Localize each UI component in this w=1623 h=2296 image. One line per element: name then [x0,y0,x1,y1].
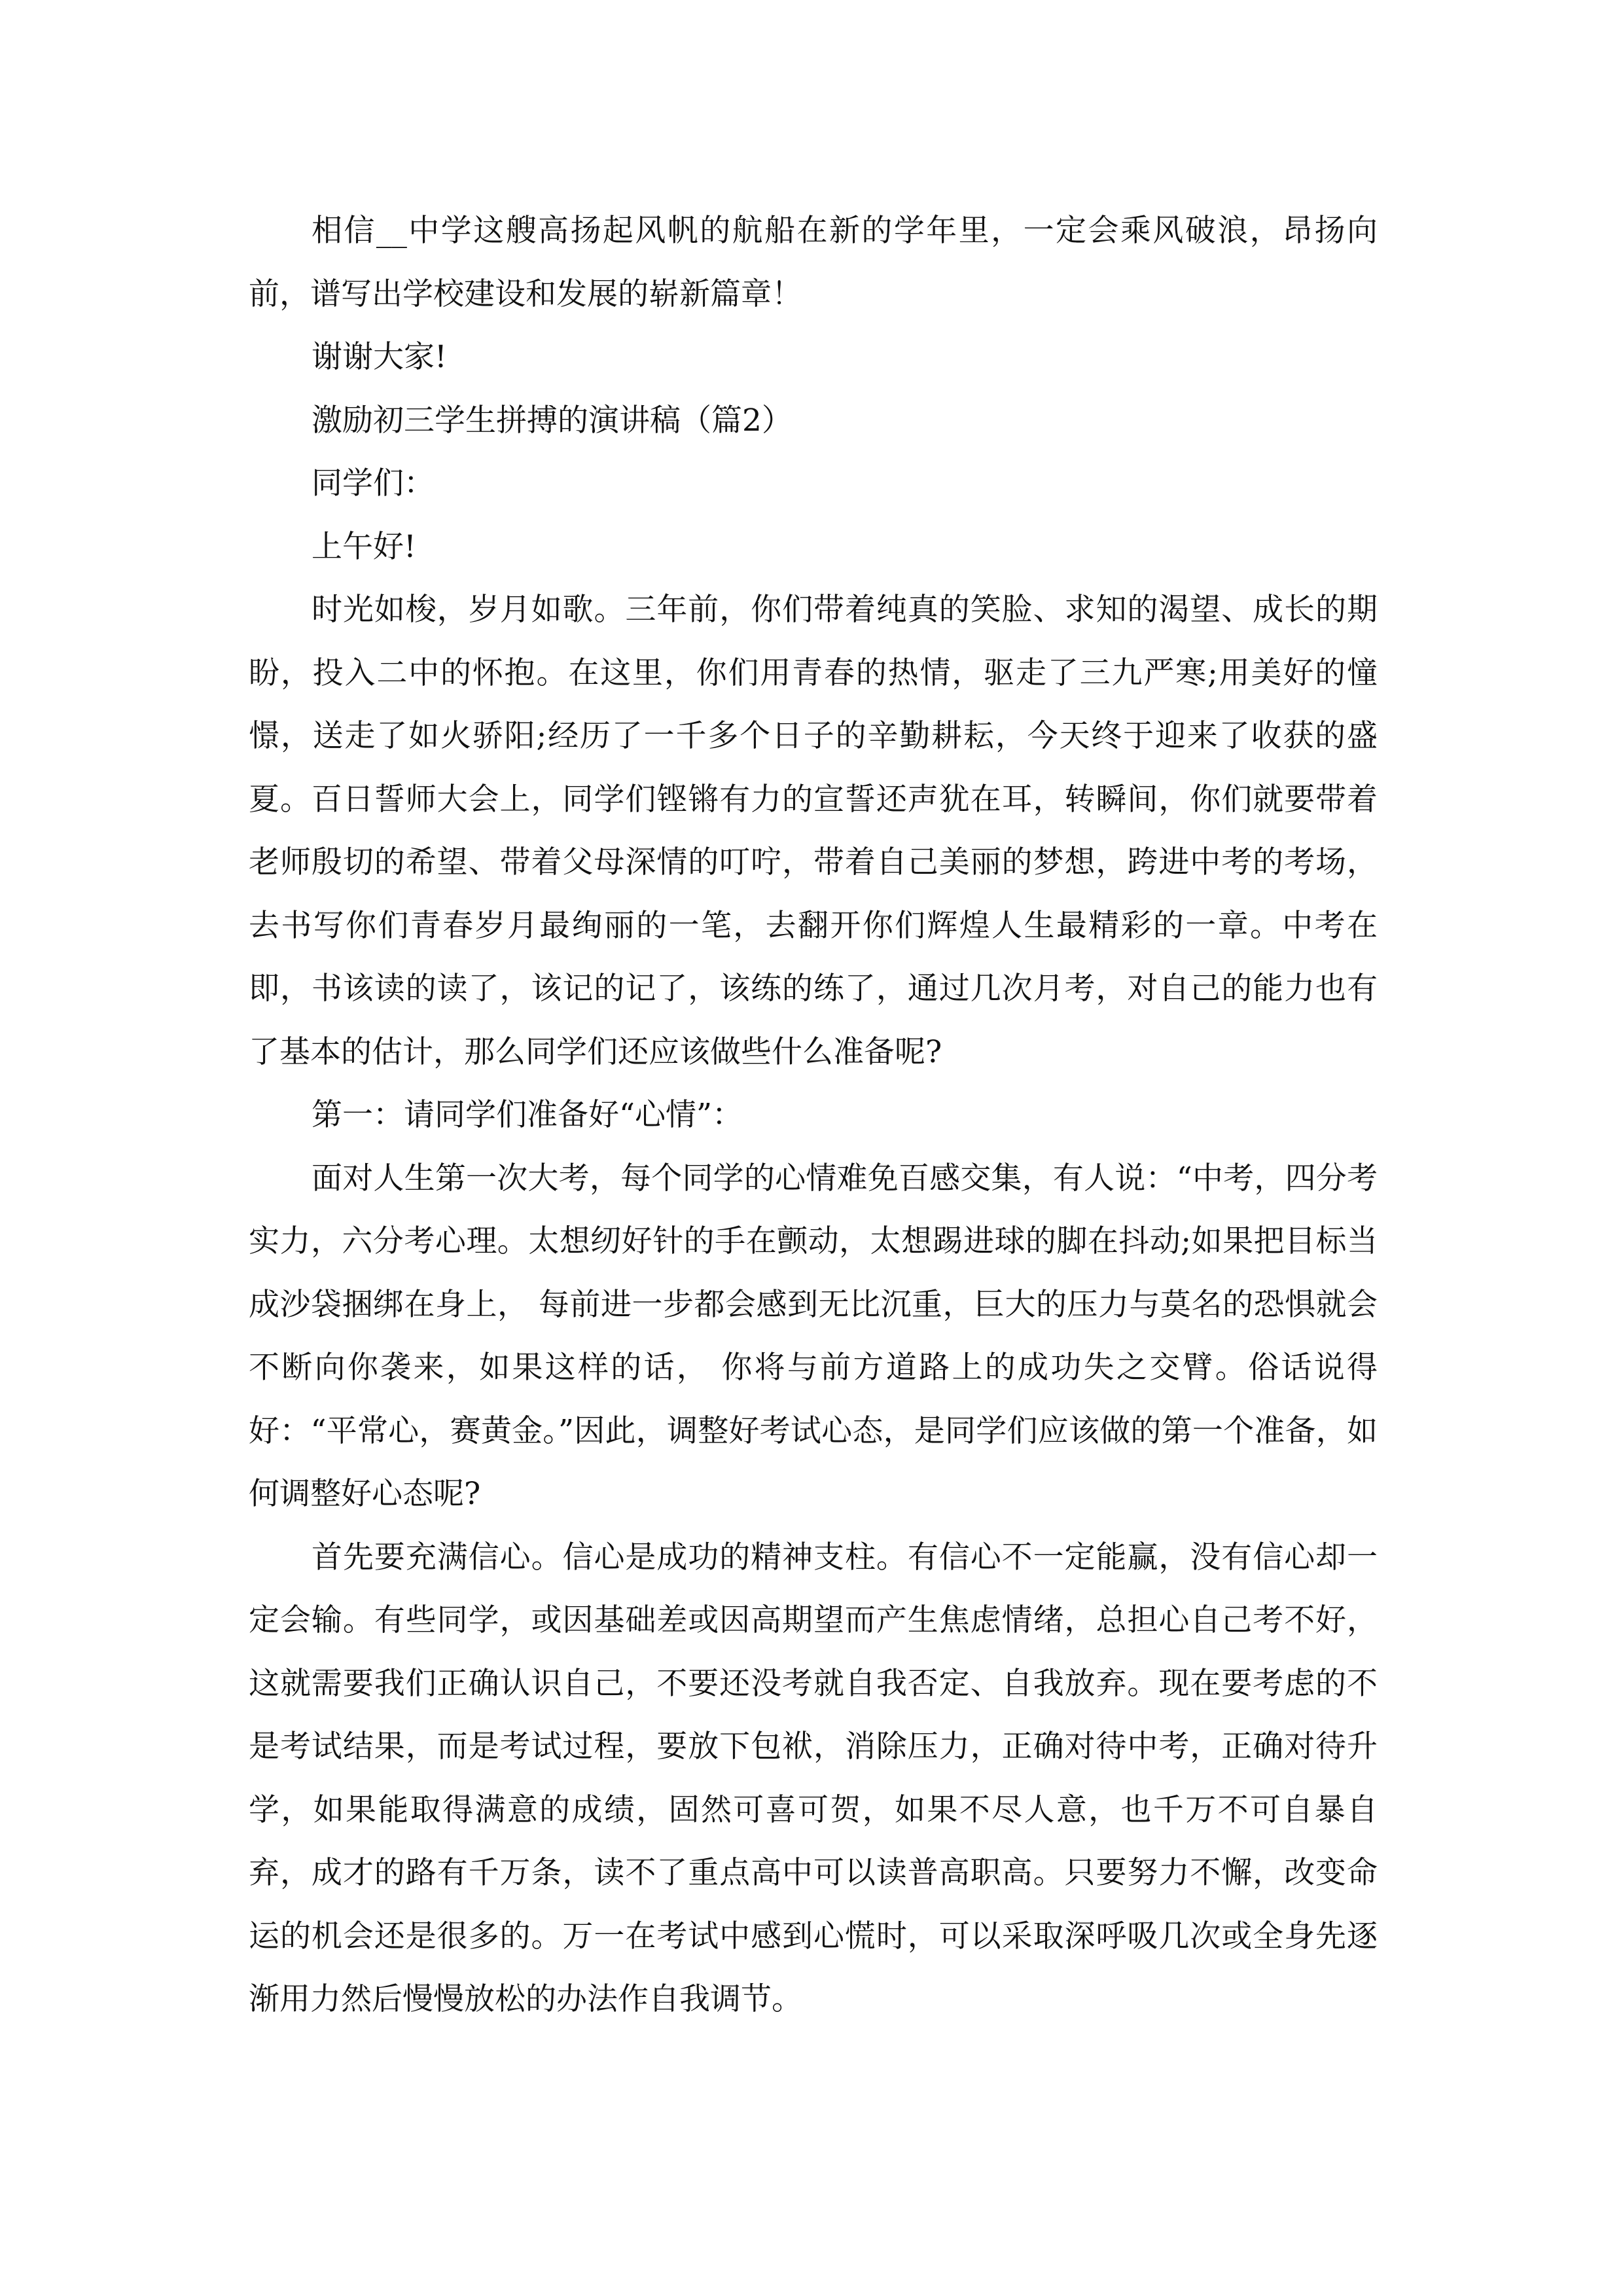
paragraph-thanks: 谢谢大家! [312,339,447,375]
document-body [249,200,1378,2032]
salutation: 同学们： [312,465,435,501]
paragraph-closing-wish: 相信__中学这艘高扬起风帆的航船在新的学年里，一定会乘风破浪，昂扬向前，谱写出学校建设和发展的崭新篇章！ [249,213,1378,312]
greeting: 上午好! [312,528,416,565]
section-title: 激励初三学生拼搏的演讲稿（篇2） [312,402,793,439]
point-one-heading: 第一：请同学们准备好“心情”： [312,1097,743,1133]
paragraph-intro: 时光如梭，岁月如歌。三年前，你们带着纯真的笑脸、求知的渴望、成长的期盼，投入二中的怀抱。在这里，你们用青春的热情，驱走了三九严寒;用美好的憧憬，送走了如火骄阳;经历了一千多个日子的辛勤耕耘，今天终于迎来了收获的盛夏。百日誓师大会上，同学们铿锵有力的宣誓还声犹在耳，转瞬间，你们就要带着老师殷切的希望、带着父母深情的叮咛，带着自己美丽的梦想，跨进中考的考场，去书写你们青春岁月最绚丽的一笔，去翻开你们辉煌人生最精彩的一章。中考在即，书该读的读了，该记的记了，该练的练了，通过几次月考，对自己的能力也有了基本的估计，那么同学们还应该做些什么准备呢? [249,592,1378,1070]
paragraph-confidence: 首先要充满信心。信心是成功的精神支柱。有信心不一定能赢，没有信心却一定会输。有些同学，或因基础差或因高期望而产生焦虑情绪，总担心自己考不好，这就需要我们正确认识自己，不要还没考就自我否定、自我放弃。现在要考虑的不是考试结果，而是考试过程，要放下包袱，消除压力，正确对待中考，正确对待升学，如果能取得满意的成绩，固然可喜可贺，如果不尽人意，也千万不可自暴自弃，成才的路有千万条，读不了重点高中可以读普高职高。只要努力不懈，改变命运的机会还是很多的。万一在考试中感到心慌时，可以采取深呼吸几次或全身先逐渐用力然后慢慢放松的办法作自我调节。 [249,1539,1378,2017]
paragraph-mindset: 面对人生第一次大考，每个同学的心情难免百感交集，有人说：“中考，四分考实力，六分考心理。太想纫好针的手在颤动，太想踢进球的脚在抖动;如果把目标当成沙袋捆绑在身上， 每前进一步都会感到无比沉重，巨大的压力与莫名的恐惧就会不断向你袭来，如果这样的话， 你将与前方道路上的成功失之交臂。俗话说得好：“平常心，赛黄金。”因此，调整好考试心态，是同学们应该做的第一个准备，如何调整好心态呢? [249,1160,1378,1512]
